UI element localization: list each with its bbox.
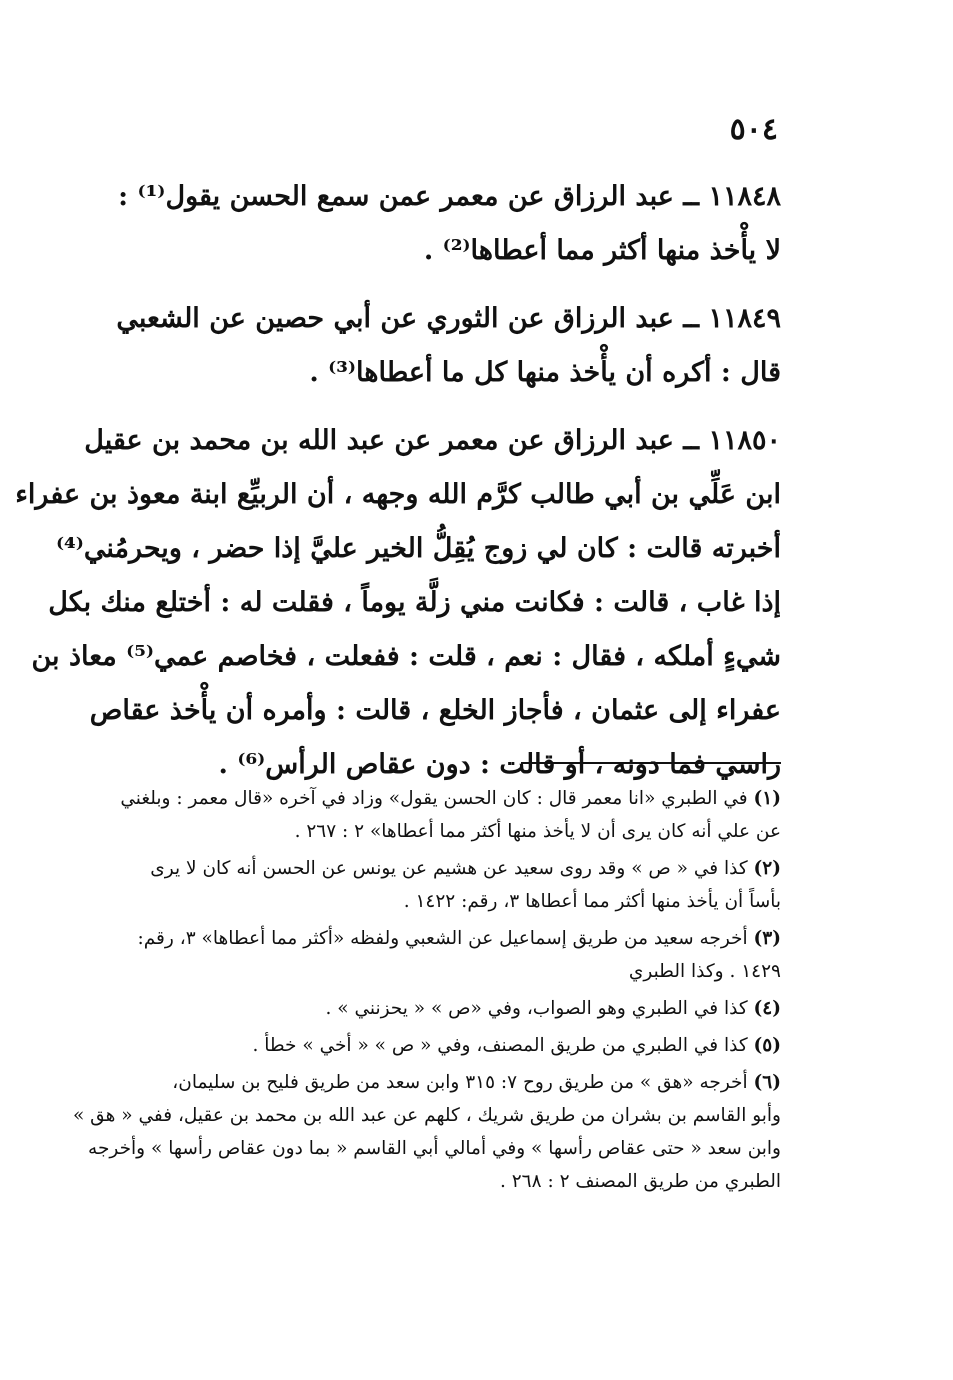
footnote-number: (٥) xyxy=(753,1035,781,1056)
footnote-text: أخرجه «هق » من طريق روح ٧: ٣١٥ وابن سعد من طريق فليح بن سليمان، xyxy=(172,1072,748,1093)
text-line: ١١٨٥٠ ــ عبد الرزاق عن معمر عن عبد الله بن محمد بن عقيل xyxy=(84,425,781,456)
footnote-text: كذا في الطبري وهو الصواب، وفي «ص » « يحزنني » . xyxy=(325,998,748,1019)
footnote-text: كذا في « ص » وقد روى سعيد عن هشيم عن يونس عن الحسن أنه كان لا يرى xyxy=(150,858,748,879)
footnote-divider xyxy=(521,762,781,764)
text-line: ابن عَلِّي بن أبي طالب كرَّم الله وجهه ، أن الربيِّع ابنة معوذ بن عفراء xyxy=(15,479,781,510)
footnote-number: (١) xyxy=(753,788,781,809)
footnote-line: وأبو القاسم بن بشران من طريق شريك ، كلهم عن عبد الله بن محمد بن عقيل، ففي « هق » xyxy=(72,1105,781,1126)
footnote-line: عن علي أنه كان يرى أن لا يأخذ منها أكثر مما أعطاها» ٢ : ٢٦٧ . xyxy=(294,821,781,842)
hadith-11848 xyxy=(109,170,781,278)
footnote-5 xyxy=(101,1029,781,1062)
hadith-11850 xyxy=(15,414,781,792)
footnote-line xyxy=(101,922,781,955)
footnote-line: وابن سعد « حتى عقاص رأسها » وفي أمالي أبي القاسم « بما دون عقاص رأسها » وأخرجه xyxy=(88,1138,781,1159)
footnote-text: أخرجه سعيد من طريق إسماعيل عن الشعبي ولفظه «أكثر مما أعطاها» ٣، رقم: xyxy=(137,928,748,949)
text-line: ١١٨٤٨ ــ عبد الرزاق عن معمر عمن سمع الحسن يقول⁽¹⁾ : xyxy=(118,181,781,212)
footnote-2 xyxy=(101,852,781,918)
footnote-4 xyxy=(101,992,781,1025)
text-line: إذا غاب ، قالت : فكانت مني زلَّة يوماً ، فقلت له : أختلع منك بكل xyxy=(48,587,781,618)
footnote-number: (٣) xyxy=(753,928,781,949)
main-text xyxy=(15,170,781,806)
text-line: أخبرته قالت : كان لي زوج يُقِلُّ الخير عليَّ إذا حضر ، ويحرمُني⁽⁴⁾ xyxy=(55,533,781,564)
footnote-3 xyxy=(101,922,781,988)
page-number: ٥٠٤ xyxy=(729,112,778,147)
footnote-line: الطبري من طريق المصنف ٢ : ٢٦٨ . xyxy=(499,1171,781,1192)
footnote-text: في الطبري «انا معمر قال : كان الحسن يقول» وزاد في آخره «قال معمر : وبلغني xyxy=(120,788,748,809)
text-line: عفراء إلى عثمان ، فأجاز الخلع ، قالت : وأمره أن يأْخذ عقاص xyxy=(89,695,781,726)
footnote-6 xyxy=(72,1066,781,1198)
footnote-line xyxy=(101,852,781,885)
text-line: راسي فما دونه ، أو قالت : دون عقاص الرأس⁽⁶⁾ . xyxy=(218,749,781,780)
text-line: شيءٍ أملكه ، فقال : نعم ، قلت : ففعلت ، فخاصم عمي⁽⁵⁾ معاذ بن xyxy=(31,641,781,672)
footnote-number: (٢) xyxy=(753,858,781,879)
footnote-line xyxy=(101,1066,781,1099)
text-line: قال : أكره أن يأْخذ منها كل ما أعطاها⁽³⁾ . xyxy=(309,357,781,388)
footnote-1 xyxy=(101,782,781,848)
hadith-11849 xyxy=(109,292,781,400)
footnotes xyxy=(72,782,781,1202)
footnote-line xyxy=(101,992,781,1025)
footnote-line xyxy=(101,1029,781,1062)
footnote-line: ١٤٢٩ . وكذا الطبري xyxy=(628,961,781,982)
footnote-line: بأساً أن يأخذ منها أكثر مما أعطاها ٣، رقم: ١٤٢٢ . xyxy=(403,891,781,912)
footnote-text: كذا في الطبري من طريق المصنف، وفي « ص » « أخي » خطأ . xyxy=(252,1035,748,1056)
text-line: ١١٨٤٩ ــ عبد الرزاق عن الثوري عن أبي حصين عن الشعبي xyxy=(116,303,781,334)
footnote-number: (٦) xyxy=(753,1072,781,1093)
text-line: لا يأْخذ منها أكثر مما أعطاها⁽²⁾ . xyxy=(423,235,781,266)
footnote-number: (٤) xyxy=(753,998,781,1019)
footnote-line xyxy=(101,782,781,815)
